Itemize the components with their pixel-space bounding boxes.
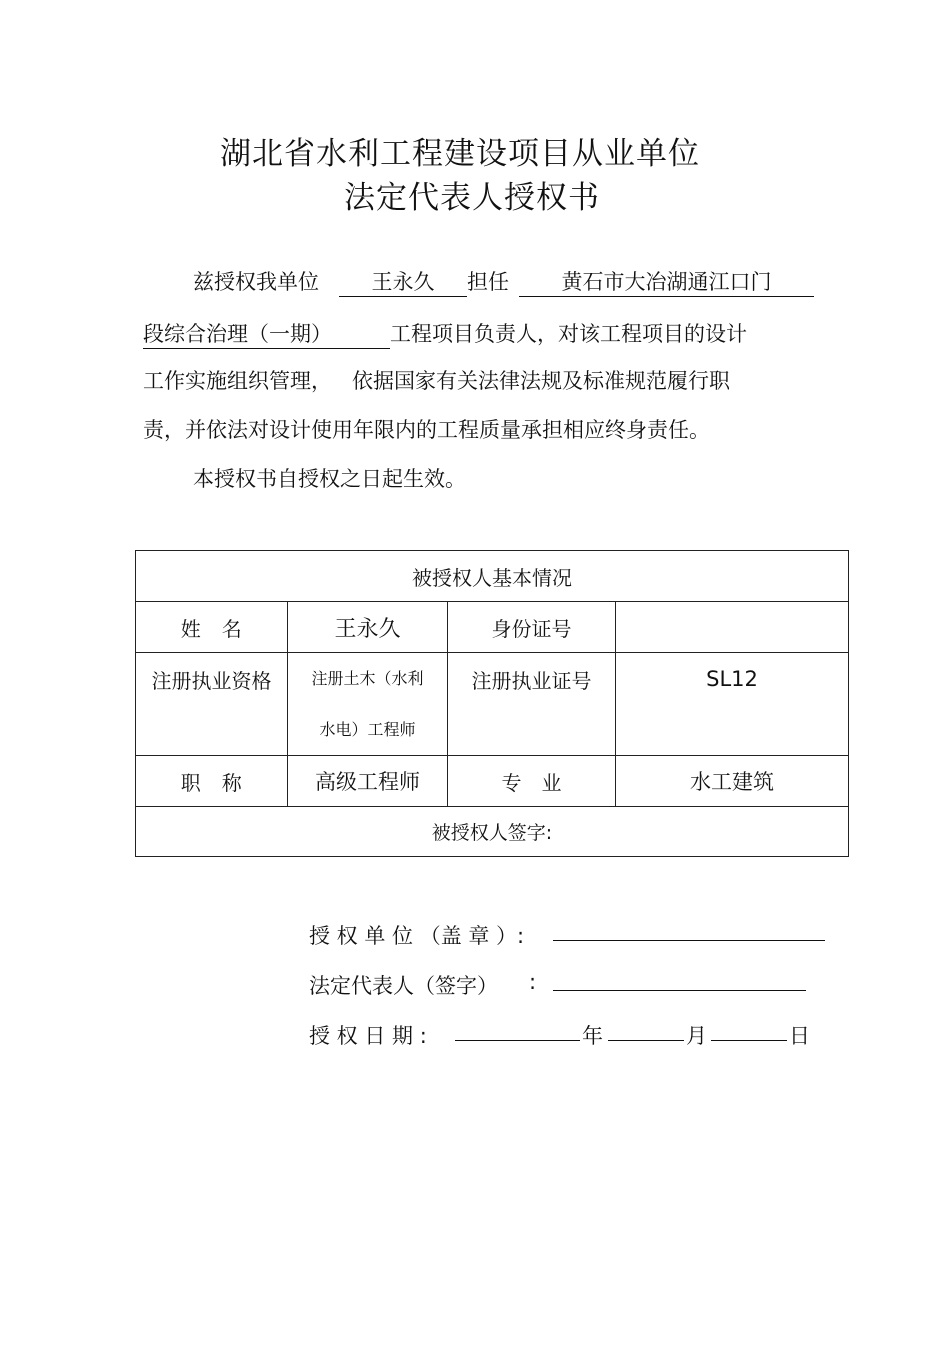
qualification-value-line-1: 注册土木（水利	[311, 669, 424, 688]
legal-representative-signature-line	[553, 990, 806, 991]
authorizing-unit-label: 授 权 单 位 （盖 章 ）:	[309, 924, 525, 948]
authorized-person-table	[135, 550, 849, 857]
table-header: 被授权人基本情况	[136, 551, 849, 602]
specialty-label: 专 业	[448, 756, 616, 807]
legal-basis-text: 依据国家有关法律法规及标准规范履行职	[352, 369, 730, 393]
assume-text: 担任	[467, 270, 509, 294]
license-number-label: 注册执业证号	[448, 653, 616, 756]
legal-representative-label: 法定代表人（签字）	[309, 974, 498, 998]
paragraph-line-4: 责，并依法对设计使用年限内的工程质量承担相应终身责任。	[143, 418, 710, 442]
title-line-2: 法定代表人授权书	[344, 180, 600, 216]
authorization-date-label: 授 权 日 期 :	[309, 1024, 427, 1048]
qualification-value	[288, 653, 448, 756]
organization-text: 工作实施组织管理，	[143, 369, 332, 393]
name-value: 王永久	[288, 602, 448, 653]
table-row	[136, 602, 849, 653]
month-label: 月	[686, 1024, 707, 1048]
title-value: 高级工程师	[288, 756, 448, 807]
table-row	[136, 756, 849, 807]
authorized-person-name: 王永久	[339, 266, 467, 297]
intro-text: 兹授权我单位	[193, 270, 319, 294]
project-name-part-1: 黄石市大冶湖通江口门	[519, 266, 814, 297]
day-line	[711, 1040, 787, 1041]
name-label: 姓 名	[136, 602, 288, 653]
paragraph-line-2	[143, 318, 747, 349]
paragraph-line-1	[193, 266, 814, 297]
license-number-value: SL12	[616, 653, 849, 756]
paragraph-line-3	[143, 365, 730, 395]
signature-label: 被授权人签字:	[136, 807, 849, 857]
effective-statement: 本授权书自授权之日起生效。	[193, 467, 466, 491]
table-row	[136, 653, 849, 756]
title-label: 职 称	[136, 756, 288, 807]
year-label: 年	[582, 1024, 603, 1048]
responsibility-text: 工程项目负责人，对该工程项目的设计	[390, 322, 747, 346]
authorizing-unit-seal-line	[553, 940, 825, 941]
specialty-value: 水工建筑	[616, 756, 849, 807]
id-number-value	[616, 602, 849, 653]
year-line	[455, 1040, 580, 1041]
signature-row	[136, 807, 849, 857]
qualification-label: 注册执业资格	[136, 653, 288, 756]
id-number-label: 身份证号	[448, 602, 616, 653]
title-line-1: 湖北省水利工程建设项目从业单位	[220, 136, 700, 172]
day-label: 日	[789, 1024, 810, 1048]
legal-representative-colon: :	[529, 970, 537, 994]
qualification-value-line-2: 水电）工程师	[319, 720, 416, 739]
project-name-part-2: 段综合治理（一期）	[143, 318, 390, 349]
table-header-row	[136, 551, 849, 602]
month-line	[608, 1040, 684, 1041]
